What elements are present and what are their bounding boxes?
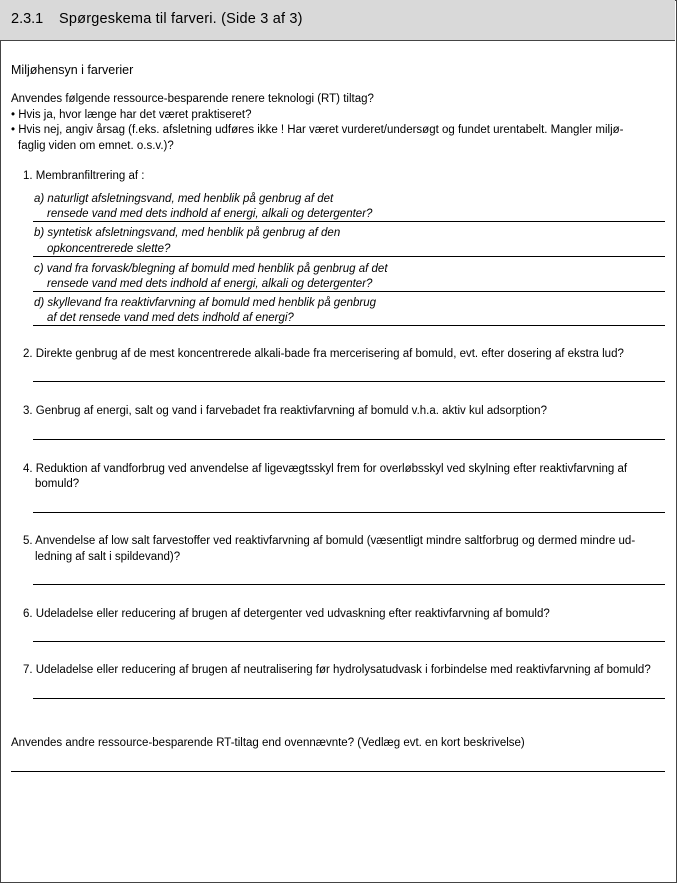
question-4-line2: bomuld? xyxy=(35,478,80,490)
question-1b-line2: opkoncentrerede slette? xyxy=(47,243,171,255)
intro-bullet-yes: • Hvis ja, hvor længe har det været praktiseret? xyxy=(11,109,252,121)
answer-line-3[interactable] xyxy=(33,439,665,440)
question-4-line1: 4. Reduktion af vandforbrug ved anvendelse af ligevægtsskyl frem for overløbsskyl ved skylning efter reaktivfarvning af xyxy=(23,463,628,475)
question-1d-line1: d) skyllevand fra reaktivfarvning af bomuld med henblik på genbrug xyxy=(34,297,376,309)
question-1c-line2: rensede vand med dets indhold af energi, alkali og detergenter? xyxy=(47,278,373,290)
question-1a-line2: rensede vand med dets indhold af energi, alkali og detergenter? xyxy=(47,208,373,220)
answer-line-2[interactable] xyxy=(33,381,665,382)
question-5-line2: ledning af salt i spildevand)? xyxy=(35,551,181,563)
question-1b-line1: b) syntetisk afsletningsvand, med henblik på genbrug af den xyxy=(34,227,341,239)
question-3: 3. Genbrug af energi, salt og vand i farvebadet fra reaktivfarvning af bomuld v.h.a. aktiv kul adsorption? xyxy=(23,405,547,417)
answer-line-1b[interactable] xyxy=(33,256,665,257)
answer-line-7[interactable] xyxy=(33,698,665,699)
section-number: 2.3.1 xyxy=(11,11,44,27)
question-1-label: 1. Membranfiltrering af : xyxy=(23,170,145,182)
answer-line-1c[interactable] xyxy=(33,291,665,292)
question-1c-line1: c) vand fra forvask/blegning af bomuld med henblik på genbrug af det xyxy=(34,263,388,275)
section-heading: Miljøhensyn i farverier xyxy=(11,63,134,77)
answer-line-1d[interactable] xyxy=(33,325,665,326)
other-measures-question: Anvendes andre ressource-besparende RT-tiltag end ovennævnte? (Vedlæg evt. en kort beskrivelse) xyxy=(11,737,525,749)
answer-line-5[interactable] xyxy=(33,584,665,585)
answer-line-4[interactable] xyxy=(33,512,665,513)
intro-question: Anvendes følgende ressource-besparende renere teknologi (RT) tiltag? xyxy=(11,93,374,105)
answer-line-1a[interactable] xyxy=(33,221,665,222)
question-1d-line2: af det rensede vand med dets indhold af energi? xyxy=(47,312,294,324)
intro-bullet-no-line2: faglig viden om emnet. o.s.v.)? xyxy=(18,140,174,152)
question-7: 7. Udeladelse eller reducering af brugen af neutralisering før hydrolysatudvask i forbindelse med reaktivfarvning af bomuld? xyxy=(23,664,651,676)
page-title: Spørgeskema til farveri. (Side 3 af 3) xyxy=(59,11,303,27)
page-header xyxy=(0,0,675,41)
question-6: 6. Udeladelse eller reducering af brugen af detergenter ved udvaskning efter reaktivfarvning af bomuld? xyxy=(23,608,550,620)
answer-line-6[interactable] xyxy=(33,641,665,642)
intro-bullet-no-line1: • Hvis nej, angiv årsag (f.eks. afsletning udføres ikke ! Har været vurderet/undersøgt og fundet urentabelt. Mangler miljø- xyxy=(11,124,624,136)
question-1a-line1: a) naturligt afsletningsvand, med henblik på genbrug af det xyxy=(34,193,334,205)
answer-line-other[interactable] xyxy=(11,771,665,772)
question-2: 2. Direkte genbrug af de mest koncentrerede alkali-bade fra mercerisering af bomuld, evt. efter dosering af ekstra lud? xyxy=(23,348,624,360)
question-5-line1: 5. Anvendelse af low salt farvestoffer ved reaktivfarvning af bomuld (væsentligt mindre saltforbrug og dermed mindre ud- xyxy=(23,535,636,547)
